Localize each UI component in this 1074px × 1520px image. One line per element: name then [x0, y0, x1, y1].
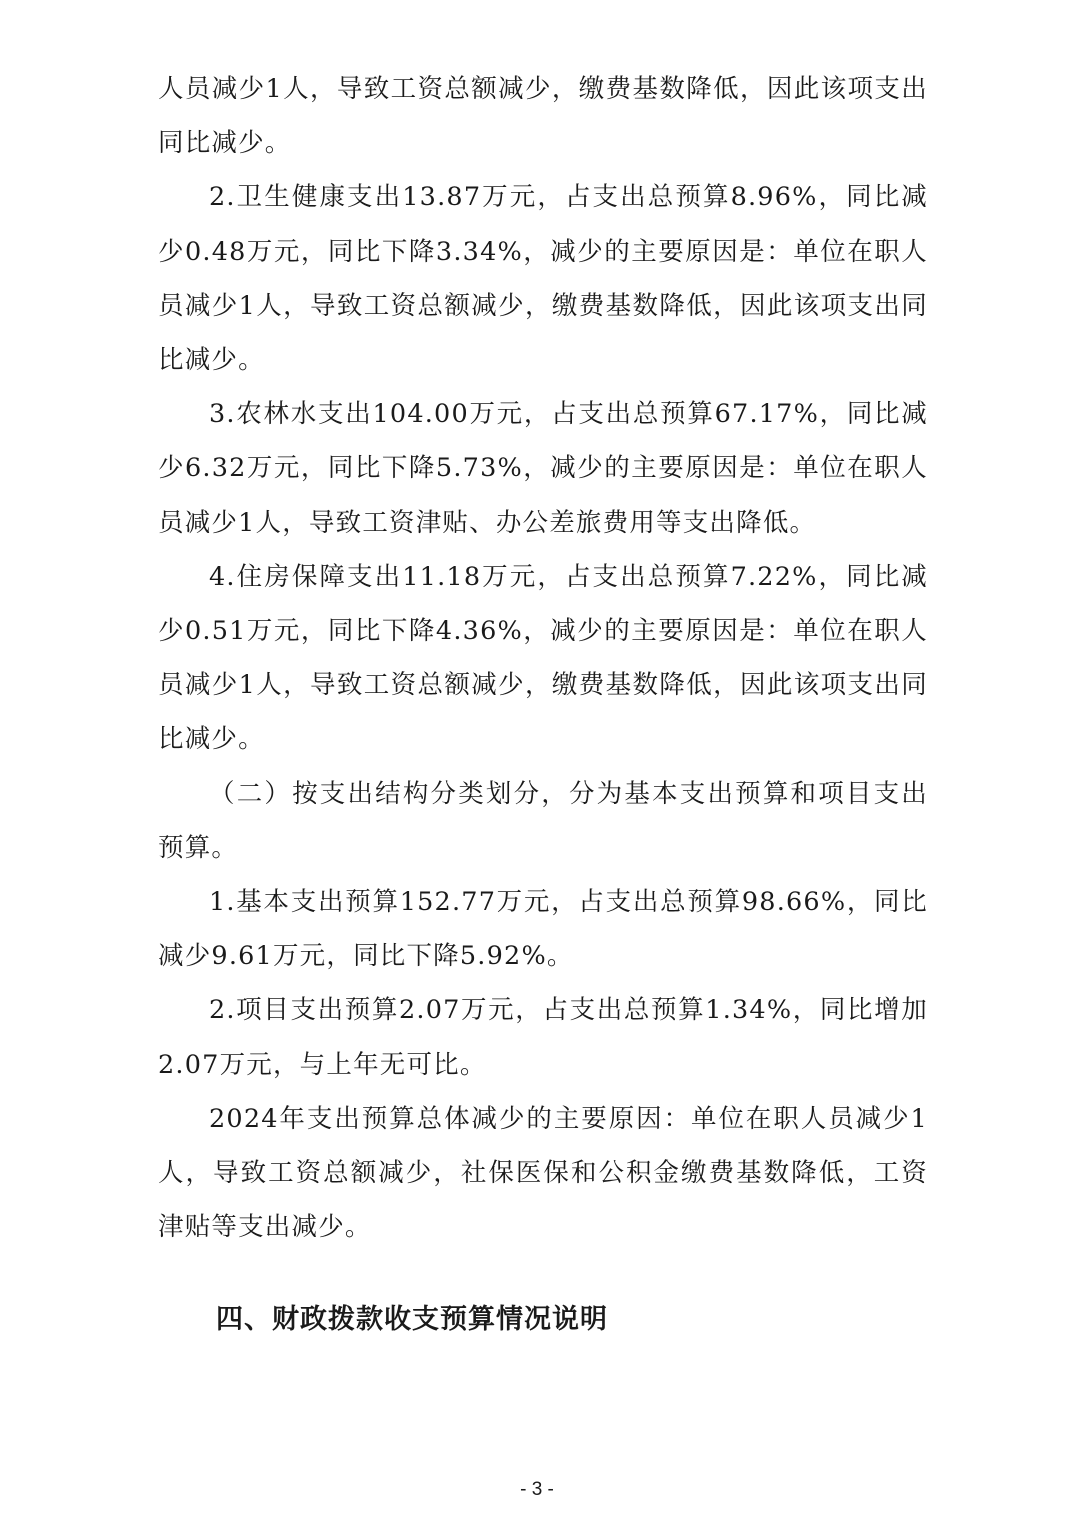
paragraph-agriculture-expenditure: 3.农林水支出104.00万元，占支出总预算67.17%，同比减少6.32万元，同比下降5.73%，减少的主要原因是：单位在职人员减少1人，导致工资津贴、办公差旅费用等支出降低。 — [158, 399, 928, 538]
page-number: - 3 - — [520, 1479, 554, 1500]
paragraph-structure-classification: （二）按支出结构分类划分，分为基本支出预算和项目支出预算。 — [158, 778, 928, 863]
paragraph-basic-expenditure: 1.基本支出预算152.77万元，占支出总预算98.66%，同比减少9.61万元，同比下降5.92%。 — [158, 887, 928, 972]
paragraph-health-expenditure: 2.卫生健康支出13.87万元，占支出总预算8.96%，同比减少0.48万元，同比下降3.34%，减少的主要原因是：单位在职人员减少1人，导致工资总额减少，缴费基数降低，因此该项支出同比减少。 — [158, 182, 928, 376]
section-heading: 四、财政拨款收支预算情况说明 — [216, 1304, 608, 1336]
paragraph-continuation: 人员减少1人，导致工资总额减少，缴费基数降低，因此该项支出同比减少。 — [158, 74, 928, 159]
paragraph-overall-reason: 2024年支出预算总体减少的主要原因：单位在职人员减少1人，导致工资总额减少，社保医保和公积金缴费基数降低，工资津贴等支出减少。 — [158, 1103, 928, 1243]
paragraph-housing-expenditure: 4.住房保障支出11.18万元，占支出总预算7.22%，同比减少0.51万元，同比下降4.36%，减少的主要原因是：单位在职人员减少1人，导致工资总额减少，缴费基数降低，因此该项支出同比减少。 — [158, 561, 928, 755]
document-body — [158, 62, 928, 1340]
paragraph-project-expenditure: 2.项目支出预算2.07万元，占支出总预算1.34%，同比增加2.07万元，与上年无可比。 — [158, 995, 928, 1080]
